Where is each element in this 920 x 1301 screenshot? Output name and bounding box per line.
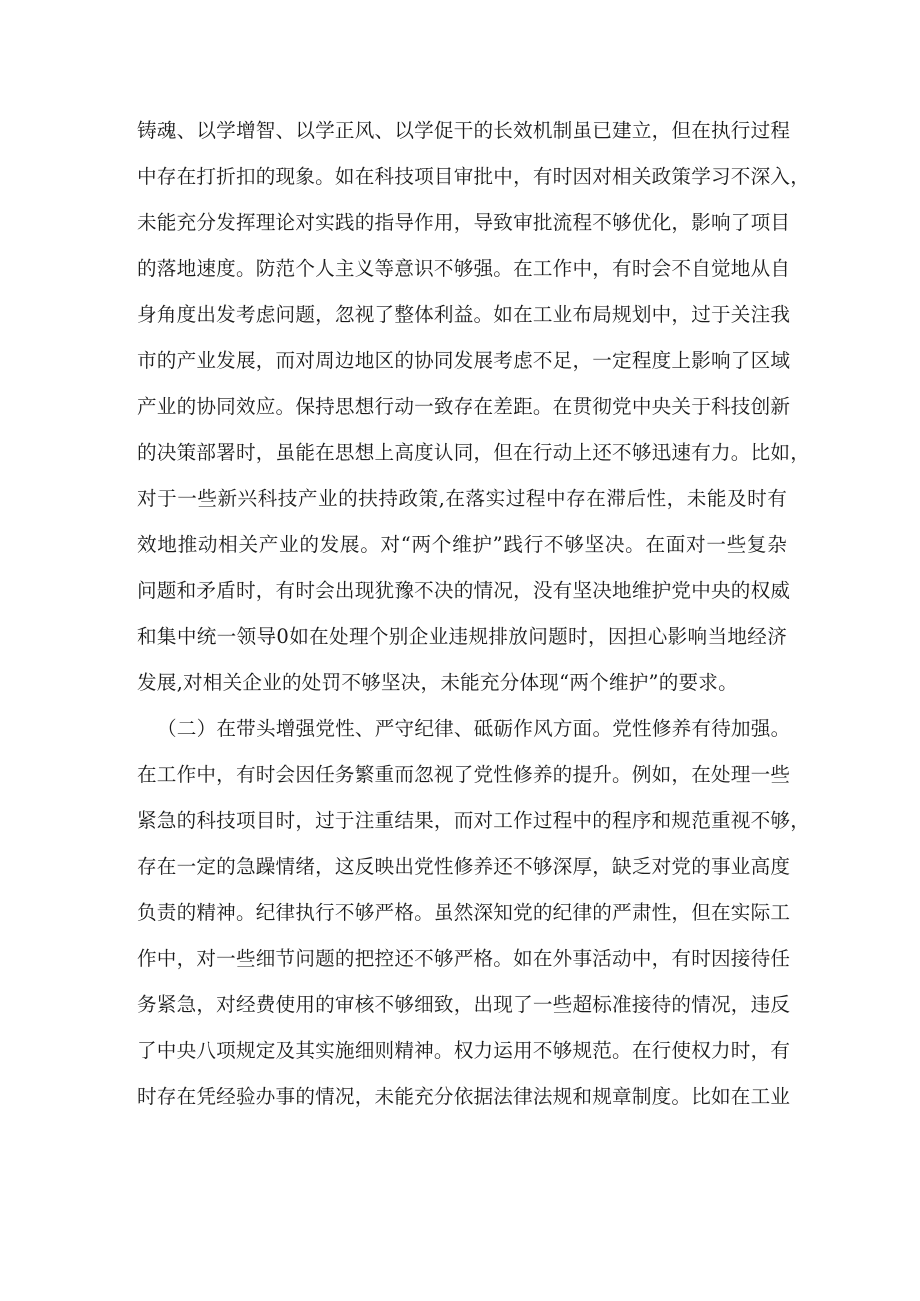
- section-heading-line: （二）在带头增强党性、严守纪律、砥砺作风方面。党性修养有待加强。: [157, 717, 791, 740]
- text-line: 对于一些新兴科技产业的扶持政策,在落实过程中存在滞后性，未能及时有: [137, 487, 787, 510]
- text-line: 市的产业发展，而对周边地区的协同发展考虑不足，一定程度上影响了区域: [137, 349, 791, 372]
- text-line: 身角度出发考虑问题，忽视了整体利益。如在工业布局规划中，过于关注我: [137, 303, 791, 326]
- text-line: 时存在凭经验办事的情况，未能充分依据法律法规和规章制度。比如在工业: [137, 1085, 791, 1108]
- text-line: 务紧急，对经费使用的审核不够细致，出现了一些超标准接待的情况，违反: [137, 993, 791, 1016]
- text-line: 发展,对相关企业的处罚不够坚决，未能充分体现“两个维护”的要求。: [137, 671, 738, 694]
- text-line: 中存在打折扣的现象。如在科技项目审批中，有时因对相关政策学习不深入，: [137, 165, 810, 188]
- text-line: 在工作中，有时会因任务繁重而忽视了党性修养的提升。例如，在处理一些: [137, 763, 791, 786]
- text-line: 的落地速度。防范个人主义等意识不够强。在工作中，有时会不自觉地从自: [137, 257, 791, 280]
- text-line: 存在一定的急躁情绪，这反映出党性修养还不够深厚，缺乏对党的事业高度: [137, 855, 791, 878]
- text-line: 负责的精神。纪律执行不够严格。虽然深知党的纪律的严肃性，但在实际工: [137, 901, 791, 924]
- body-text: [137, 108, 810, 1120]
- text-line: 效地推动相关产业的发展。对“两个维护”践行不够坚决。在面对一些复杂: [137, 533, 787, 556]
- text-line: 产业的协同效应。保持思想行动一致存在差距。在贯彻党中央关于科技创新: [137, 395, 791, 418]
- text-line: 问题和矛盾时，有时会出现犹豫不决的情况，没有坚决地维护党中央的权威: [137, 579, 791, 602]
- text-line: 了中央八项规定及其实施细则精神。权力运用不够规范。在行使权力时，有: [137, 1039, 791, 1062]
- text-line: 和集中统一领导0如在处理个别企业违规排放问题时，因担心影响当地经济: [137, 625, 787, 648]
- text-line: 铸魂、以学增智、以学正风、以学促干的长效机制虽已建立，但在执行过程: [137, 119, 791, 142]
- text-line: 作中，对一些细节问题的把控还不够严格。如在外事活动中，有时因接待任: [137, 947, 791, 970]
- text-line: 的决策部署时，虽能在思想上高度认同，但在行动上还不够迅速有力。比如，: [137, 441, 810, 464]
- text-line: 未能充分发挥理论对实践的指导作用，导致审批流程不够优化，影响了项目: [137, 211, 791, 234]
- text-line: 紧急的科技项目时，过于注重结果，而对工作过程中的程序和规范重视不够，: [137, 809, 810, 832]
